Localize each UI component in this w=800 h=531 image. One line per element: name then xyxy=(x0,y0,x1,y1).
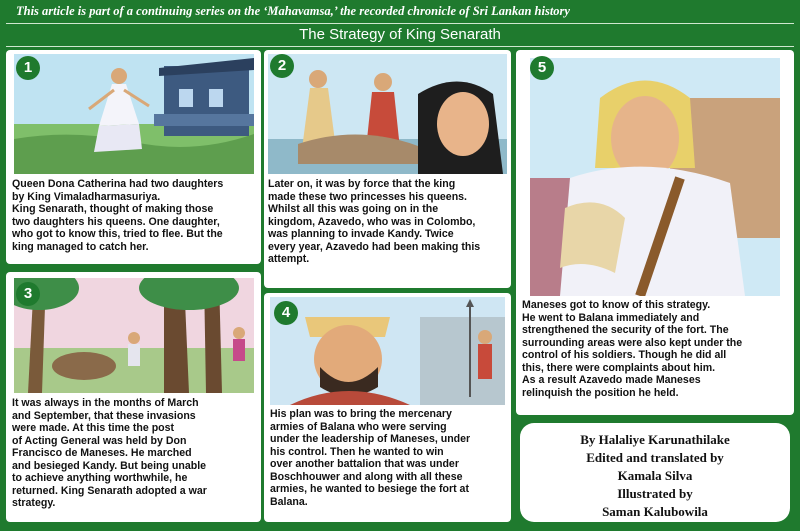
text-line: surrounding areas were also kept under the xyxy=(522,336,743,349)
text-line: Later on, it was by force that the king xyxy=(268,178,456,190)
credit-translator: Kamala Silva xyxy=(617,468,693,483)
text-line: king managed to catch her. xyxy=(12,240,149,253)
text-line: strengthened the security of the fort. The xyxy=(522,324,729,336)
panel-3 xyxy=(6,272,261,522)
text-line: who got to know this, tried to flee. But the xyxy=(12,228,223,240)
text-line: were made. At this time the post xyxy=(12,422,175,434)
credit-author: By Halaliye Karunathilake xyxy=(580,432,730,447)
text-line: and September, that these invasions xyxy=(12,409,196,422)
credit-edited: Edited and translated by xyxy=(586,450,724,465)
credit-illustrator: Saman Kalubowila xyxy=(602,504,708,519)
panel-2 xyxy=(264,50,511,288)
text-line: over another battalion that was under xyxy=(270,458,459,470)
text-line: strategy. xyxy=(12,497,56,509)
text-line: by King Vimaladharmasuriya. xyxy=(12,190,161,203)
panel-2-text xyxy=(268,178,480,266)
text-line: this, there were complaints about him. xyxy=(522,361,716,374)
text-line: Maneses got to know of this strategy. xyxy=(522,299,711,311)
text-line: As a result Azavedo made Maneses xyxy=(522,374,701,386)
panel-3-text xyxy=(12,397,207,510)
text-line: armies of Balana who were serving xyxy=(270,420,447,433)
text-line: relinquish the position he held. xyxy=(522,386,679,399)
text-line: control of his soldiers. Though he did all xyxy=(522,349,727,361)
text-line: and besieged Kandy. But being unable xyxy=(12,459,207,472)
series-note: This article is part of a continuing series on the ‘Mahavamsa,’ the recorded chronicle of Sri Lankan history xyxy=(0,0,800,22)
text-line: was planning to invade Kandy. Twice xyxy=(268,228,454,240)
text-line: Balana. xyxy=(270,495,308,508)
panel-number: 4 xyxy=(274,301,298,325)
illustration-king-thinking xyxy=(270,297,505,405)
text-line: It was always in the months of March xyxy=(12,397,199,409)
text-line: He went to Balana immediately and xyxy=(522,311,700,324)
panel-5 xyxy=(516,50,794,415)
panel-number: 1 xyxy=(16,56,40,80)
text-line: His plan was to bring the mercenary xyxy=(270,408,452,420)
panel-number: 3 xyxy=(16,282,40,306)
illustration-king-and-princesses xyxy=(268,54,507,174)
text-line: attempt. xyxy=(268,253,310,265)
text-line: two daughters his queens. One daughter, xyxy=(12,215,220,228)
credit-illustrated: Illustrated by xyxy=(617,486,693,501)
illustration-maneses-reading xyxy=(530,58,780,296)
text-line: King Senarath, thought of making those xyxy=(12,203,214,215)
text-line: his control. Then he wanted to win xyxy=(270,445,444,458)
text-line: made these two princesses his queens. xyxy=(268,190,468,203)
text-line: kingdom, Azavedo, who was in Colombo, xyxy=(268,215,476,228)
illustration-queen-fleeing xyxy=(14,54,254,174)
text-line: returned. King Senarath adopted a war xyxy=(12,484,207,497)
text-line: under the leadership of Maneses, under xyxy=(270,433,471,445)
text-line: armies, he wanted to besiege the fort at xyxy=(270,483,469,495)
panel-number: 5 xyxy=(530,56,554,80)
page-title: The Strategy of King Senarath xyxy=(6,23,794,47)
text-line: Queen Dona Catherina had two daughters xyxy=(12,178,224,190)
panel-1 xyxy=(6,50,261,264)
panel-4 xyxy=(264,293,511,522)
text-line: of Acting General was held by Don xyxy=(12,434,187,447)
illustration-march-to-kandy xyxy=(14,278,254,393)
credits-box xyxy=(520,423,790,522)
panel-5-text xyxy=(522,299,742,399)
text-line: Francisco de Maneses. He marched xyxy=(12,447,192,459)
text-line: Whilst all this was going on in the xyxy=(268,203,439,215)
panel-number: 2 xyxy=(270,54,294,78)
panel-4-text xyxy=(270,408,470,508)
text-line: to achieve anything worthwhile, he xyxy=(12,472,188,484)
panel-1-text xyxy=(12,178,223,253)
text-line: every year, Azavedo had been making this xyxy=(268,240,481,253)
text-line: Boschhouwer and along with all these xyxy=(270,470,463,483)
